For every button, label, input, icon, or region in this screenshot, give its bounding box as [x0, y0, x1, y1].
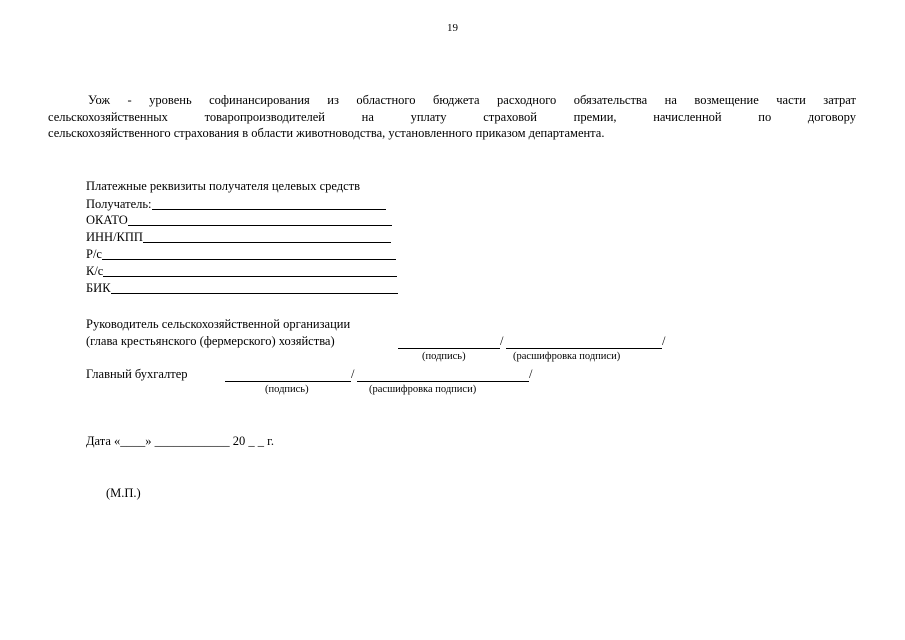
accountant-decoding-caption: (расшифровка подписи): [369, 384, 477, 395]
accountant-signature-slash-1: /: [351, 367, 355, 381]
requisite-label-inn-kpp: ИНН/КПП: [86, 230, 143, 244]
head-signature-caption: (подпись): [422, 351, 466, 362]
requisite-label-okato: ОКАТО: [86, 213, 128, 227]
inn-kpp-field-line: [143, 230, 391, 243]
requisite-row-okato: [86, 212, 392, 228]
accountant-signature-line: [225, 381, 351, 382]
requisite-row-recipient: [86, 196, 386, 212]
accountant-decoding-line: [357, 381, 529, 382]
requisite-row-bik: [86, 280, 398, 296]
date-line: Дата «____» ____________ 20 _ _ г.: [86, 434, 275, 448]
head-signature-line: [398, 348, 500, 349]
requisite-label-corr-account: К/с: [86, 264, 104, 278]
stamp-place: (М.П.): [106, 486, 141, 500]
head-decoding-line: [506, 348, 662, 349]
requisite-row-inn-kpp: [86, 229, 391, 245]
corr-account-field-line: [103, 264, 397, 277]
requisite-label-recipient: Получатель:: [86, 197, 152, 211]
head-title-line-2: (глава крестьянского (фермерского) хозяйства): [86, 334, 335, 348]
paragraph-line-1: Уож - уровень софинансирования из областного бюджета расходного обязательства на возмещение части затрат: [88, 93, 856, 107]
requisite-row-account: [86, 246, 396, 262]
requisite-label-account: Р/с: [86, 247, 102, 261]
paragraph-line-3: сельскохозяйственного страхования в области животноводства, установленного приказом департамента.: [48, 126, 605, 140]
accountant-signature-slash-2: /: [529, 367, 533, 381]
bik-field-line: [111, 281, 398, 294]
okato-field-line: [128, 213, 392, 226]
accountant-label: Главный бухгалтер: [86, 367, 188, 381]
paragraph-line-2: сельскохозяйственных товаропроизводителей на уплату страховой премии, начисленной по договору: [48, 109, 856, 124]
page-number: 19: [447, 22, 458, 34]
head-title-line-1: Руководитель сельскохозяйственной организации: [86, 317, 351, 331]
requisite-label-bik: БИК: [86, 281, 111, 295]
account-field-line: [102, 247, 396, 260]
head-signature-slash-2: /: [662, 334, 666, 348]
explanation-paragraph: [48, 92, 856, 142]
head-signature-slash-1: /: [500, 334, 504, 348]
recipient-field-line: [152, 197, 386, 210]
accountant-signature-caption: (подпись): [265, 384, 309, 395]
head-decoding-caption: (расшифровка подписи): [513, 351, 621, 362]
requisites-heading: Платежные реквизиты получателя целевых средств: [86, 179, 361, 193]
requisite-row-corr-account: [86, 263, 397, 279]
